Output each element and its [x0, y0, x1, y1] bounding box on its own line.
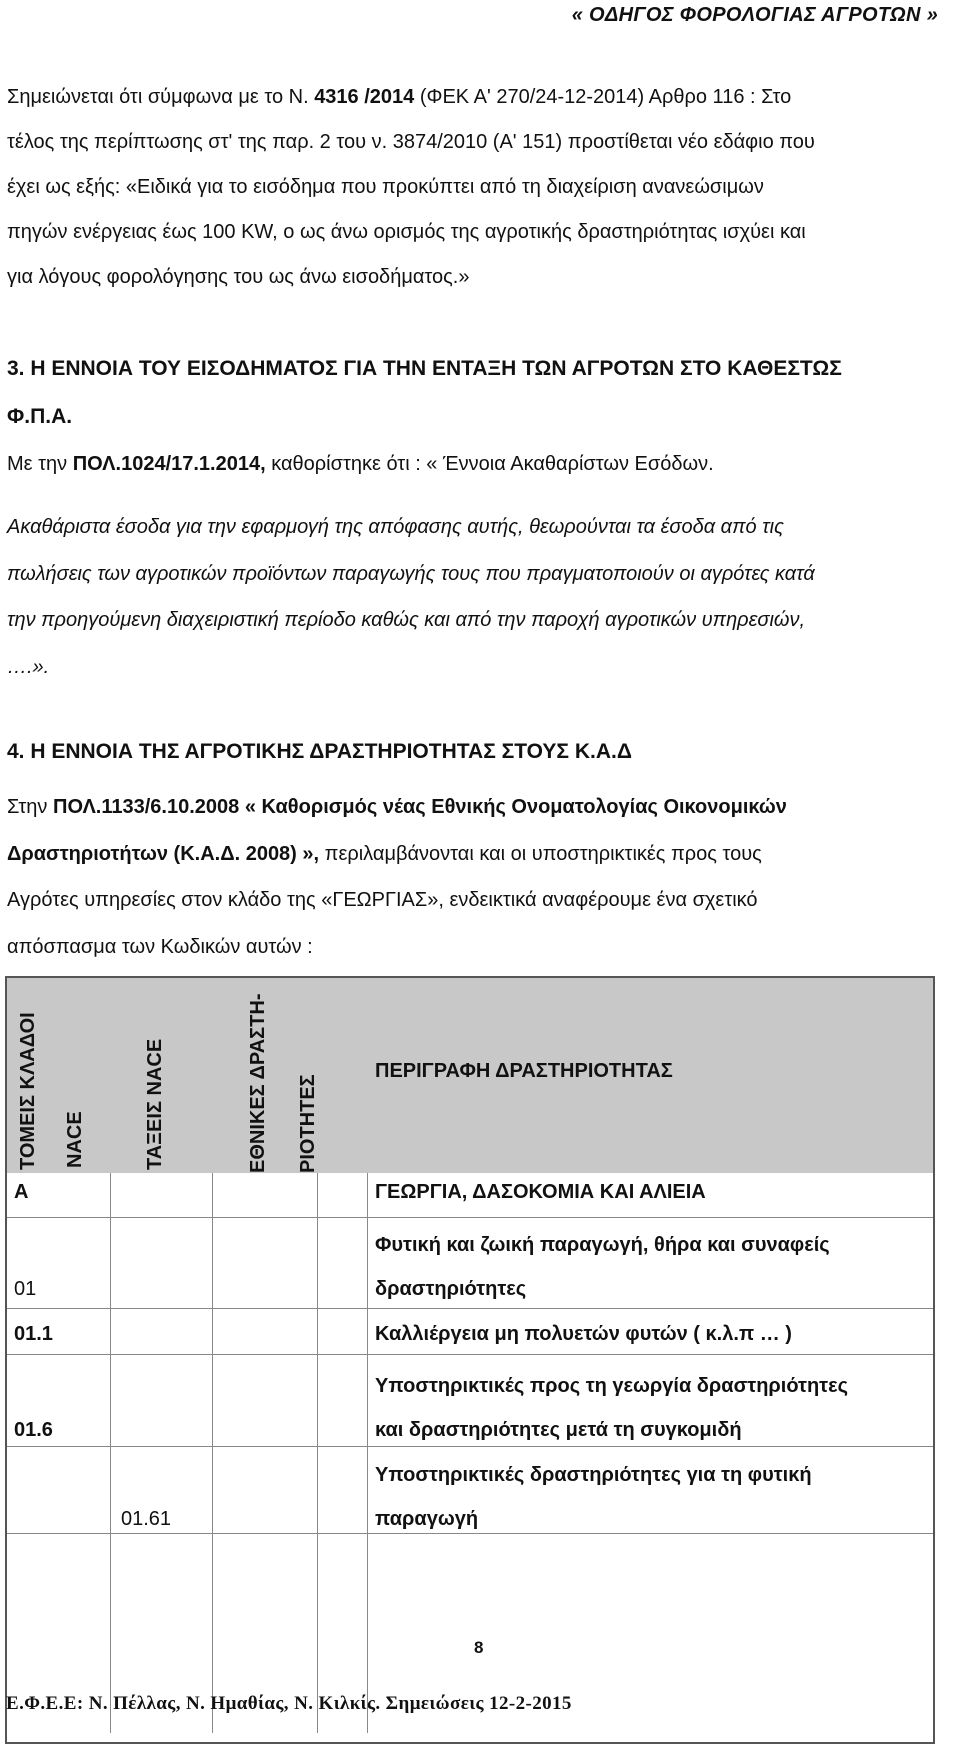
document-footer: Ε.Φ.Ε.Ε: Ν. Πέλλας, Ν. Ημαθίας, Ν. Κιλκίς. Σημειώσεις 12-2-2015	[6, 1693, 572, 1714]
table-row-description: Φυτική και ζωική παραγωγή, θήρα και συναφείς	[375, 1234, 830, 1256]
section-4-heading: 4. Η ΕΝΝΟΙΑ ΤΗΣ ΑΓΡΟΤΙΚΗΣ ΔΡΑΣΤΗΡΙΟΤΗΤΑΣ ΣΤΟΥΣ Κ.Α.Δ	[7, 740, 632, 763]
paragraph-line: Ακαθάριστα έσοδα για την εφαρμογή της απόφασης αυτής, θεωρούνται τα έσοδα από τις	[7, 516, 784, 538]
table-row-description: δραστηριότητες	[375, 1278, 527, 1300]
table-row-description: Υποστηρικτικές δραστηριότητες για τη φυτική	[375, 1464, 812, 1486]
column-divider	[212, 1173, 213, 1733]
section-3-heading: 3. Η ΕΝΝΟΙΑ ΤΟΥ ΕΙΣΟΔΗΜΑΤΟΣ ΓΙΑ ΤΗΝ ΕΝΤΑΞΗ ΤΩΝ ΑΓΡΟΤΩΝ ΣΤΟ ΚΑΘΕΣΤΩΣ	[7, 357, 842, 380]
row-divider	[7, 1533, 933, 1534]
pol-reference-line	[7, 453, 714, 476]
paragraph-line: έχει ως εξής: «Ειδικά για το εισόδημα που προκύπτει από τη διαχείριση ανανεώσιμων	[7, 176, 764, 198]
text-span: Στην	[7, 796, 53, 818]
paragraph-line: για λόγους φορολόγησης του ως άνω εισοδήματος.»	[7, 266, 470, 288]
paragraph-line: τέλος της περίπτωσης στ' της παρ. 2 του ν. 3874/2010 (Α' 151) προστίθεται νέο εδάφιο που	[7, 131, 815, 153]
paragraph-line	[7, 831, 947, 878]
column-header-description: ΠΕΡΙΓΡΑΦΗ ΔΡΑΣΤΗΡΙΟΤΗΤΑΣ	[375, 1060, 673, 1082]
kad-paragraph	[7, 784, 947, 970]
table-row-description: Υποστηρικτικές προς τη γεωργία δραστηριότητες	[375, 1375, 848, 1397]
kad-reference: Δραστηριοτήτων (Κ.Α.Δ. 2008) »,	[7, 842, 320, 865]
law-reference: 4316 /2014	[314, 86, 415, 108]
paragraph-line: ….».	[7, 655, 50, 678]
law-note-paragraph	[7, 75, 947, 300]
document-header-title: « ΟΔΗΓΟΣ ΦΟΡΟΛΟΓΙΑΣ ΑΓΡΟΤΩΝ »	[571, 4, 938, 26]
paragraph-line: Αγρότες υπηρεσίες στον κλάδο της «ΓΕΩΡΓΙΑΣ», ενδεικτικά αναφέρουμε ένα σχετικό	[7, 889, 758, 911]
text-span: Σημειώνεται ότι σύμφωνα με το Ν.	[7, 86, 315, 108]
paragraph-line: πηγών ενέργειας έως 100 KW, ο ως άνω ορισμός της αγροτικής δραστηριότητας ισχύει και	[7, 221, 806, 243]
table-header	[7, 978, 933, 1173]
row-divider	[7, 1446, 933, 1447]
gross-income-paragraph	[7, 504, 947, 690]
table-row-description: και δραστηριότητες μετά τη συγκομιδή	[375, 1419, 742, 1441]
text-span: Με την	[7, 453, 73, 475]
table-row-code: 01.1	[14, 1323, 53, 1345]
table-row-code: A	[14, 1181, 29, 1203]
column-divider	[110, 1173, 111, 1733]
column-header-nace-classes: ΤΑΞΕΙΣ NACE	[144, 1038, 166, 1170]
page-number: 8	[474, 1638, 484, 1657]
text-span: (ΦΕΚ Α' 270/24-12-2014) Αρθρο 116 : Στο	[414, 86, 792, 108]
table-row-code: 01	[14, 1278, 37, 1300]
paragraph-line: πωλήσεις των αγροτικών προϊόντων παραγωγής τους που πραγματοποιούν οι αγρότες κατά	[7, 562, 815, 585]
paragraph-line: απόσπασμα των Κωδικών αυτών :	[7, 935, 313, 958]
column-header-nace: NACE	[64, 1111, 86, 1168]
column-divider	[367, 1173, 368, 1733]
paragraph-line	[7, 784, 947, 831]
text-span: περιλαμβάνονται και οι υποστηρικτικές προς τους	[319, 842, 762, 865]
pol-reference: ΠΟΛ.1024/17.1.2014,	[72, 453, 266, 475]
table-row-description: ΓΕΩΡΓΙΑ, ΔΑΣΟΚΟΜΙΑ ΚΑΙ ΑΛΙΕΙΑ	[375, 1181, 706, 1203]
paragraph-line: την προηγούμενη διαχειριστική περίοδο καθώς και από την παροχή αγροτικών υπηρεσιών,	[7, 609, 806, 631]
text-span: καθορίστηκε ότι : « Έννοια Ακαθαρίστων Εσόδων.	[265, 453, 714, 475]
row-divider	[7, 1354, 933, 1355]
column-header-national-activities-cont: ΡΙΟΤΗΤΕΣ	[297, 1074, 319, 1173]
section-3-heading-cont: Φ.Π.Α.	[7, 405, 73, 428]
table-row-description: παραγωγή	[375, 1508, 479, 1530]
table-row-code: 01.6	[14, 1419, 53, 1441]
table-row-code: 01.61	[121, 1508, 172, 1530]
pol-reference: ΠΟΛ.1133/6.10.2008 « Καθορισμός νέας Εθνικής Ονοματολογίας Οικονομικών	[53, 796, 787, 818]
row-divider	[7, 1217, 933, 1218]
row-divider	[7, 1308, 933, 1309]
column-divider	[317, 1173, 318, 1733]
column-header-sectors: ΤΟΜΕΙΣ ΚΛΑΔΟΙ	[17, 1012, 39, 1170]
table-row-description: Καλλιέργεια μη πολυετών φυτών ( κ.λ.π … )	[375, 1323, 792, 1345]
kad-table	[5, 976, 935, 1744]
column-header-national-activities: ΕΘΝΙΚΕΣ ΔΡΑΣΤΗ-	[247, 993, 269, 1173]
paragraph-line	[7, 75, 947, 120]
